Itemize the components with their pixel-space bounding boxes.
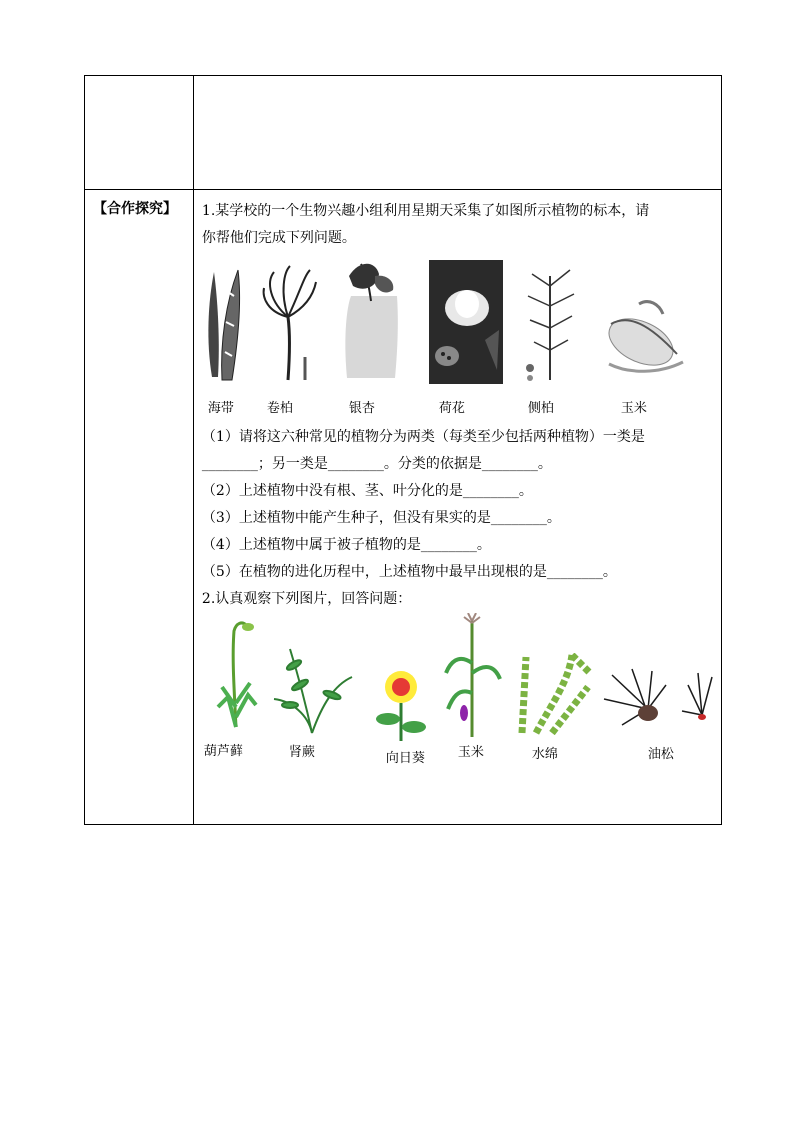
corn-plant-image bbox=[444, 613, 502, 739]
question-1-subquestions bbox=[194, 424, 721, 613]
pinus-image bbox=[602, 665, 718, 733]
selaginella-image bbox=[260, 262, 320, 382]
section-content-cell bbox=[193, 190, 721, 825]
nephrolepis-fern-image bbox=[272, 645, 356, 737]
q1-sub4: （4）上述植物中属于被子植物的是________。 bbox=[201, 537, 491, 553]
worksheet-table bbox=[84, 75, 722, 825]
plant-label-funaria: 葫芦藓 bbox=[203, 744, 243, 759]
section-label-cell bbox=[85, 190, 194, 825]
q2-intro: 2.认真观察下列图片，回答问题： bbox=[201, 591, 412, 607]
plant-label-nephrolepis: 肾蕨 bbox=[288, 745, 315, 760]
spirogyra-image bbox=[512, 653, 592, 735]
plant-label-pinus: 油松 bbox=[647, 747, 674, 762]
lotus-image bbox=[429, 260, 503, 384]
empty-content-cell bbox=[193, 76, 721, 190]
q1-intro-line2: 你帮他们完成下列问题。 bbox=[201, 230, 356, 246]
empty-label-cell bbox=[85, 76, 194, 190]
q1-sub5: （5）在植物的进化历程中，上述植物中最早出现根的是________。 bbox=[201, 564, 617, 580]
plant-label-corn-plant: 玉米 bbox=[457, 745, 484, 760]
corn-image bbox=[599, 294, 689, 384]
plant-label-corn: 玉米 bbox=[620, 401, 647, 416]
q1-plant-figure bbox=[194, 254, 721, 424]
q2-plant-figure bbox=[194, 613, 721, 775]
kelp-image bbox=[204, 262, 246, 382]
plant-label-platycladus: 侧柏 bbox=[527, 401, 554, 416]
platycladus-image bbox=[520, 256, 582, 382]
ginkgo-image bbox=[341, 256, 401, 382]
q1-sub2: （2）上述植物中没有根、茎、叶分化的是________。 bbox=[201, 483, 533, 499]
q1-sub1-line2: ________；另一类是________。分类的依据是________。 bbox=[201, 456, 552, 472]
plant-label-lotus: 荷花 bbox=[438, 401, 465, 416]
question-1 bbox=[194, 190, 721, 252]
q1-intro-line1: 1.某学校的一个生物兴趣小组利用星期天采集了如图所示植物的标本，请 bbox=[201, 203, 650, 219]
plant-label-ginkgo: 银杏 bbox=[348, 401, 375, 416]
plant-label-selaginella: 卷柏 bbox=[266, 401, 293, 416]
sunflower-image bbox=[366, 669, 436, 743]
q1-sub1-line1: （1）请将这六种常见的植物分为两类（每类至少包括两种植物）一类是 bbox=[201, 429, 645, 445]
plant-label-sunflower: 向日葵 bbox=[385, 751, 425, 766]
section-label: 【合作探究】 bbox=[93, 201, 177, 217]
q1-sub3: （3）上述植物中能产生种子，但没有果实的是________。 bbox=[201, 510, 561, 526]
plant-label-spirogyra: 水绵 bbox=[531, 747, 558, 762]
plant-label-kelp: 海带 bbox=[207, 401, 234, 416]
funaria-moss-image bbox=[208, 617, 264, 735]
